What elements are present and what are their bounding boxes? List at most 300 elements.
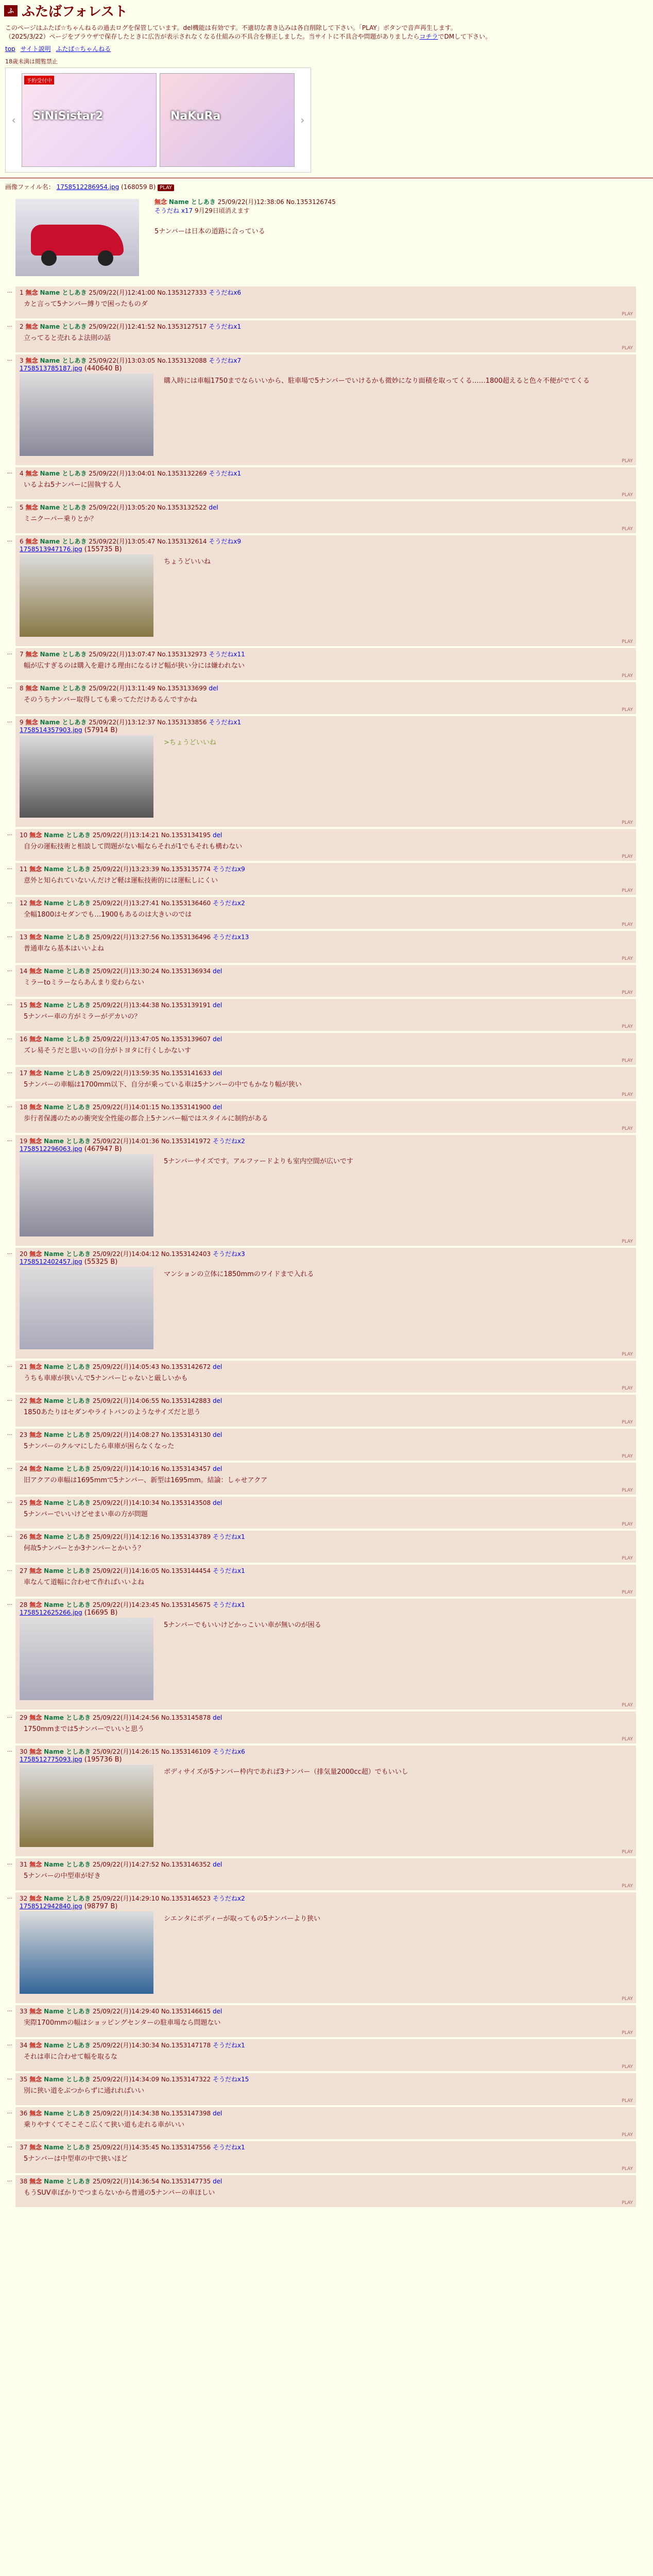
post-thumbnail[interactable] [20,554,153,637]
post-marker-icon: … [7,1250,12,1256]
op-file-info: 画像ファイル名： 1758512286954.jpg (168059 B) PLAY [5,182,648,191]
play-button[interactable]: PLAY [158,184,174,191]
table-row [7,2175,636,2207]
post-image-link[interactable]: 1758512625266.jpg [20,1609,82,1616]
play-button[interactable]: PLAY [622,990,633,995]
sodane-link[interactable]: del [213,1070,222,1077]
post-thumbnail[interactable] [20,1911,153,1994]
table-row [7,320,636,352]
post-image-link[interactable]: 1758512775093.jpg [20,1756,82,1763]
post-date: 25/09/22(月)14:24:56 [92,1714,160,1721]
post-date: 25/09/22(月)14:34:38 [92,2110,160,2117]
table-row [7,897,636,929]
post-date: 25/09/22(月)14:35:45 [92,2144,160,2151]
nav-top-link[interactable]: top [5,45,15,53]
post-body: ちょうどいいね [164,558,211,566]
post-subject: 無念 [29,866,42,873]
post-meta [20,2075,632,2083]
sodane-link[interactable]: del [213,1714,222,1721]
op-expire: 9月29日頃消えます [195,207,250,214]
post-image-link[interactable]: 1758514357903.jpg [20,726,82,734]
post-number: 26 [20,1533,28,1540]
post-thumbnail[interactable] [20,735,153,818]
post-subject: 無念 [29,968,42,975]
play-button[interactable]: PLAY [622,2064,633,2070]
post-number: 4 [20,470,24,477]
post-image-link[interactable]: 1758513785187.jpg [20,365,82,372]
post-body: 5ナンバーの車幅は1700mm以下、自分が乗っている車は5ナンバーの中でもかなり幅が狭い [24,1081,302,1089]
play-button[interactable]: PLAY [622,1996,633,2002]
sodane-link[interactable]: del [213,1104,222,1111]
post-number: 16 [20,1036,28,1043]
sodane-link[interactable]: del [213,2008,222,2015]
post-marker-icon: … [7,1499,12,1504]
post-no: No.1353143457 [161,1465,211,1472]
nav-futaba-link[interactable]: ふたば☆ちゃんねる [56,45,111,53]
post-content [20,1765,632,1847]
play-button[interactable]: PLAY [622,1884,633,1889]
post-marker-icon: … [7,831,12,837]
post-body: 意外と知られていないんだけど軽は運転技術的には運転しにくい [24,877,218,885]
post-number: 31 [20,1861,28,1868]
play-button[interactable]: PLAY [622,639,633,645]
sodane-link[interactable]: そうだねx9 [209,538,242,545]
post-marker-icon: … [7,1714,12,1719]
ad-banner [5,57,314,173]
post-marker-icon: … [7,2041,12,2047]
post-body: >ちょうどいいね [164,739,216,747]
sodane-link[interactable]: そうだねx1 [213,1601,245,1608]
play-button[interactable]: PLAY [622,1352,633,1357]
sodane-link[interactable]: そうだねx1 [209,719,242,726]
sodane-link[interactable]: そうだねx2 [213,1895,245,1902]
sodane-link[interactable]: del [213,1861,222,1868]
post-body: ミニクーパー乗りとか？ [24,515,97,523]
table-row [7,1361,636,1393]
sodane-link[interactable]: そうだねx2 [213,900,245,907]
post-meta [20,1499,632,1507]
post-image-link[interactable]: 1758513947176.jpg [20,546,82,553]
post-meta [20,684,632,692]
sodane-link[interactable]: del [213,1036,222,1043]
post-subject: 無念 [29,1397,42,1404]
post-no: No.1353143130 [161,1431,211,1438]
post-no: No.1353142883 [161,1397,211,1404]
post-number: 33 [20,2008,28,2015]
table-row [7,829,636,861]
post-thumbnail[interactable] [20,1765,153,1847]
post-no: No.1353127517 [157,323,207,330]
play-button[interactable]: PLAY [622,1488,633,1493]
post-no: No.1353134195 [161,832,211,839]
post-name: Name としあき [40,323,87,330]
post-subject: 無念 [25,651,38,658]
post-content [20,554,632,637]
post-number: 36 [20,2110,28,2117]
sodane-link[interactable]: del [213,1431,222,1438]
post-meta [20,865,632,873]
table-row [7,1858,636,1890]
op-date: 25/09/22(月)12:38:06 No.1353126745 [217,198,336,206]
sodane-link[interactable]: del [213,1397,222,1404]
table-row [7,863,636,895]
post-no: No.1353146523 [161,1895,211,1902]
table-row [7,286,636,318]
game-banner-2[interactable] [160,73,295,167]
table-row [7,682,636,714]
post-date: 25/09/22(月)12:41:52 [89,323,156,330]
op-subject: 無念 [154,198,167,206]
play-button[interactable]: PLAY [622,1556,633,1561]
post-date: 25/09/22(月)13:23:39 [92,866,160,873]
post-file-info: 1758512625266.jpg (16695 B) [20,1609,118,1617]
post-subject: 無念 [29,1601,42,1608]
post-image-link[interactable]: 1758512402457.jpg [20,1258,82,1265]
post-date: 25/09/22(月)14:06:55 [92,1397,160,1404]
chevron-right-icon[interactable]: › [300,114,305,126]
play-button[interactable]: PLAY [622,527,633,532]
post-name: Name としあき [44,900,91,907]
post-meta [20,933,632,941]
post-body: 5ナンバーサイズです。アルファードよりも室内空間が広いです [164,1158,353,1165]
post-number: 20 [20,1250,28,1258]
post-date: 25/09/22(月)14:29:10 [92,1895,160,1902]
post-marker-icon: … [7,1533,12,1538]
table-row [7,1745,636,1856]
table-row [7,716,636,827]
site-logo-icon: ふ [4,5,18,16]
post-date: 25/09/22(月)13:47:05 [92,1036,160,1043]
post-meta [20,1431,632,1439]
contact-link[interactable]: コチラ [419,33,438,40]
post-number: 3 [20,357,24,364]
sodane-link[interactable]: del [213,832,222,839]
post-meta [20,1748,632,1756]
post-thumbnail[interactable] [20,1618,153,1700]
table-row [7,931,636,963]
post-number: 1 [20,289,24,296]
post-number: 18 [20,1104,28,1111]
post-number: 2 [20,323,24,330]
play-button[interactable]: PLAY [622,1703,633,1708]
post-marker-icon: … [7,1397,12,1402]
post-number: 12 [20,900,28,907]
play-button[interactable]: PLAY [622,673,633,679]
sodane-link[interactable]: そうだねx7 [209,357,242,364]
post-image-link[interactable]: 1758512942840.jpg [20,1903,82,1910]
table-row [7,467,636,499]
sodane-link[interactable]: そうだねx1 [209,323,242,330]
post-body: 別に狭い道をぶつからずに通れればいい [24,2087,145,2095]
post-body: 1850あたりはセダンやライトバンのようなサイズだと思う [24,1409,201,1416]
post-date: 25/09/22(月)14:29:40 [92,2008,160,2015]
sodane-link[interactable]: そうだねx2 [213,1138,245,1145]
play-button[interactable]: PLAY [622,1386,633,1391]
post-number: 23 [20,1431,28,1438]
table-row [7,1711,636,1743]
post-no: No.1353143789 [161,1533,211,1540]
play-button[interactable]: PLAY [622,346,633,351]
post-image-link[interactable]: 1758512296063.jpg [20,1145,82,1153]
post-name: Name としあき [44,1748,91,1755]
post-no: No.1353146109 [161,1748,211,1755]
game-name: SiNiSistar2 [32,110,104,123]
post-name: Name としあき [44,1431,91,1438]
op-image-link[interactable]: 1758512286954.jpg [56,183,119,191]
post-date: 25/09/22(月)14:08:27 [92,1431,160,1438]
post-file-info: 1758512942840.jpg (98797 B) [20,1903,118,1910]
post-name: Name としあき [44,934,91,941]
post-meta [20,899,632,907]
post-subject: 無念 [25,504,38,511]
post-marker-icon: … [7,537,12,543]
sodane-link[interactable]: そうだねx3 [213,1250,245,1258]
nav [0,41,653,53]
post-marker-icon: … [7,1137,12,1143]
post-file-info: 1758512402457.jpg (55325 B) [20,1258,118,1266]
post-body: 歩行者保護のための衝突安全性能の都合上5ナンバー幅ではスタイルに制約がある [24,1115,268,1123]
post-body: いるよね5ナンバーに固執する人 [24,481,121,489]
post-subject: 無念 [29,1002,42,1009]
site-title[interactable] [4,1,649,20]
post-thumbnail[interactable] [20,374,153,456]
table-row [7,648,636,680]
sodane-link[interactable]: そうだねx13 [213,934,249,941]
post-marker-icon: … [7,469,12,475]
post-meta [20,1567,632,1575]
sodane-link[interactable]: そうだねx6 [209,289,242,296]
sodane-link[interactable]: del [213,1465,222,1472]
play-button[interactable]: PLAY [622,888,633,893]
op-post [0,178,653,284]
post-subject: 無念 [29,900,42,907]
post-body: シエンタにボディーが取ってもの5ナンバーより狭い [164,1915,321,1923]
post-date: 25/09/22(月)13:27:56 [92,934,160,941]
sodane-link[interactable]: そうだねx15 [213,2076,249,2083]
post-body: 実際1700mmの幅はショッピングセンターの駐車場なら問題ない [24,2019,221,2027]
post-no: No.1353133699 [157,685,207,692]
post-no: No.1353145675 [161,1601,211,1608]
table-row [7,965,636,997]
post-name: Name としあき [40,470,87,477]
op-thumbnail[interactable] [15,199,139,276]
sodane-link[interactable]: そうだねx1 [213,2042,245,2049]
post-body: 1750mmまでは5ナンバーでいいと思う [24,1725,145,1733]
table-row [7,2107,636,2139]
post-date: 25/09/22(月)13:27:41 [92,900,160,907]
play-button[interactable]: PLAY [622,1092,633,1097]
post-body: 旧アクアの車幅は1695mmで5ナンバー、新型は1695mm。結論：しゃせアクア [24,1477,268,1484]
post-no: No.1353132269 [157,470,207,477]
play-button[interactable]: PLAY [622,459,633,464]
post-meta [20,1001,632,1009]
play-button[interactable]: PLAY [622,922,633,927]
post-date: 25/09/22(月)13:05:20 [89,504,156,511]
play-button[interactable]: PLAY [622,2166,633,2172]
post-name: Name としあき [44,1601,91,1608]
play-button[interactable]: PLAY [622,1024,633,1029]
post-subject: 無念 [29,1138,42,1145]
post-date: 25/09/22(月)13:05:47 [89,538,156,545]
post-number: 27 [20,1567,28,1574]
post-body: 立ってると売れるよ法則の話 [24,334,111,342]
post-body: 幅が広すぎるのは購入を避ける理由になるけど幅が狭い分には嫌われない [24,662,245,670]
post-date: 25/09/22(月)14:34:09 [92,2076,160,2083]
post-no: No.1353135774 [161,866,211,873]
post-marker-icon: … [7,899,12,905]
post-number: 34 [20,2042,28,2049]
post-name: Name としあき [40,719,87,726]
post-meta [20,1860,632,1869]
post-thumbnail[interactable] [20,1154,153,1236]
play-button[interactable]: PLAY [622,493,633,498]
post-number: 30 [20,1748,28,1755]
post-subject: 無念 [25,719,38,726]
table-row [7,2005,636,2037]
play-button[interactable]: PLAY [622,707,633,713]
sodane-link[interactable]: del [213,1499,222,1506]
post-body: 5ナンバーのクルマにしたら車庫が困らなくなった [24,1443,175,1450]
play-button[interactable]: PLAY [622,2132,633,2138]
post-date: 25/09/22(月)14:26:15 [92,1748,160,1755]
post-number: 8 [20,685,24,692]
post-file-info: 1758512775093.jpg (195736 B) [20,1756,122,1764]
post-name: Name としあき [44,1499,91,1506]
post-meta [20,2007,632,2015]
chevron-left-icon[interactable]: ‹ [11,114,16,126]
sodane-link[interactable]: そうだねx6 [213,1748,245,1755]
post-date: 25/09/22(月)14:36:54 [92,2178,160,2185]
post-name: Name としあき [44,2076,91,2083]
play-button[interactable]: PLAY [622,1522,633,1527]
post-name: Name としあき [44,1895,91,1902]
table-row [7,1248,636,1359]
post-body: 全幅1800はセダンでも…1900もあるのは大きいのでは [24,911,192,919]
post-date: 25/09/22(月)12:41:00 [89,289,156,296]
post-subject: 無念 [29,832,42,839]
post-number: 32 [20,1895,28,1902]
sodane-link[interactable]: del [213,1363,222,1370]
post-marker-icon: … [7,933,12,939]
sodane-link[interactable]: del [209,504,218,511]
post-body: 5ナンバーでいいけどせまい車の方が問題 [24,1511,148,1518]
play-button[interactable]: PLAY [622,1737,633,1742]
post-no: No.1353136496 [161,934,211,941]
play-button[interactable]: PLAY [622,1420,633,1425]
sodane-link[interactable]: そうだねx9 [213,866,245,873]
play-button[interactable]: PLAY [622,956,633,961]
sodane-link[interactable]: そうだねx1 [213,1533,245,1540]
play-button[interactable]: PLAY [622,854,633,859]
post-subject: 無念 [29,2144,42,2151]
post-meta [20,1533,632,1541]
table-row [7,1135,636,1246]
post-meta [20,1894,632,1903]
post-date: 25/09/22(月)14:10:34 [92,1499,160,1506]
post-marker-icon: … [7,718,12,724]
post-date: 25/09/22(月)14:01:36 [92,1138,160,1145]
post-body: 何故5ナンバーとか3ナンバーとかいう？ [24,1545,145,1552]
sodane-link[interactable]: del [213,968,222,975]
op-name: Name としあき [168,198,216,206]
post-thumbnail[interactable] [20,1267,153,1349]
table-row [7,1463,636,1495]
table-row [7,1531,636,1563]
post-no: No.1353139607 [161,1036,211,1043]
post-no: No.1353132973 [157,651,207,658]
play-button[interactable]: PLAY [622,1590,633,1595]
sodane-link[interactable]: del [213,2110,222,2117]
notice-line2: （2025/3/22）ページをブラウザで保存したときに広告が表示されなくなる仕組みの不具合を修正しました。当サイトに不具合や問題がありましたらコチラでDMして下さい。 [5,33,492,40]
post-number: 38 [20,2178,28,2185]
post-name: Name としあき [44,1397,91,1404]
play-button[interactable]: PLAY [622,1126,633,1131]
play-button[interactable]: PLAY [622,2200,633,2206]
play-button[interactable]: PLAY [622,820,633,825]
post-body: ボディサイズが5ナンバー枠内であれば3ナンバー（排気量2000cc超）でもいいし [164,1768,408,1776]
play-button[interactable]: PLAY [622,1058,633,1063]
post-body: 5ナンバー車の方がミラーがデカいの？ [24,1013,141,1021]
sodane-link[interactable]: そうだねx11 [209,651,245,658]
table-row [7,1892,636,2003]
post-no: No.1353144454 [161,1567,211,1574]
nav-about-link[interactable]: サイト説明 [20,45,51,53]
post-marker-icon: … [7,1894,12,1900]
post-name: Name としあき [40,651,87,658]
game-name: NaKuRa [170,110,221,123]
post-body: ミラーtoミラーならあんまり変わらない [24,979,145,987]
post-file-info: 1758513947176.jpg (155735 B) [20,546,122,553]
play-button[interactable]: PLAY [622,1239,633,1244]
op-sodane[interactable]: そうだね x17 [154,207,193,214]
post-name: Name としあき [44,1104,91,1111]
sodane-link[interactable]: そうだねx1 [213,1567,245,1574]
post-subject: 無念 [25,357,38,364]
post-meta [20,718,632,726]
play-button[interactable]: PLAY [622,312,633,317]
table-row [7,1101,636,1133]
op-header [154,198,336,215]
post-subject: 無念 [29,1567,42,1574]
play-button[interactable]: PLAY [622,2098,633,2104]
post-number: 28 [20,1601,28,1608]
post-subject: 無念 [29,934,42,941]
post-no: No.1353141900 [161,1104,211,1111]
play-button[interactable]: PLAY [622,2030,633,2036]
play-button[interactable]: PLAY [622,1850,633,1855]
table-row [7,1497,636,1529]
play-button[interactable]: PLAY [622,1454,633,1459]
post-content [20,735,632,818]
game-banner-1[interactable] [22,73,157,167]
post-marker-icon: … [7,1567,12,1572]
post-subject: 無念 [29,1499,42,1506]
post-body: 5ナンバーでもいいけどかっこいい車が無いのが困る [164,1621,321,1629]
sodane-link[interactable]: そうだねx1 [209,470,242,477]
post-body: うちも車庫が狭いんで5ナンバーじゃないと厳しいかも [24,1375,188,1382]
sodane-link[interactable]: del [209,685,218,692]
post-marker-icon: … [7,650,12,656]
table-row [7,1395,636,1427]
post-no: No.1353146615 [161,2008,211,2015]
table-row [7,2141,636,2173]
sodane-link[interactable]: del [213,2178,222,2185]
sodane-link[interactable]: そうだねx1 [213,2144,245,2151]
post-subject: 無念 [29,1250,42,1258]
post-body: 5ナンバーは中型車の中で狭いほど [24,2155,128,2163]
sodane-link[interactable]: del [213,1002,222,1009]
post-name: Name としあき [44,2110,91,2117]
